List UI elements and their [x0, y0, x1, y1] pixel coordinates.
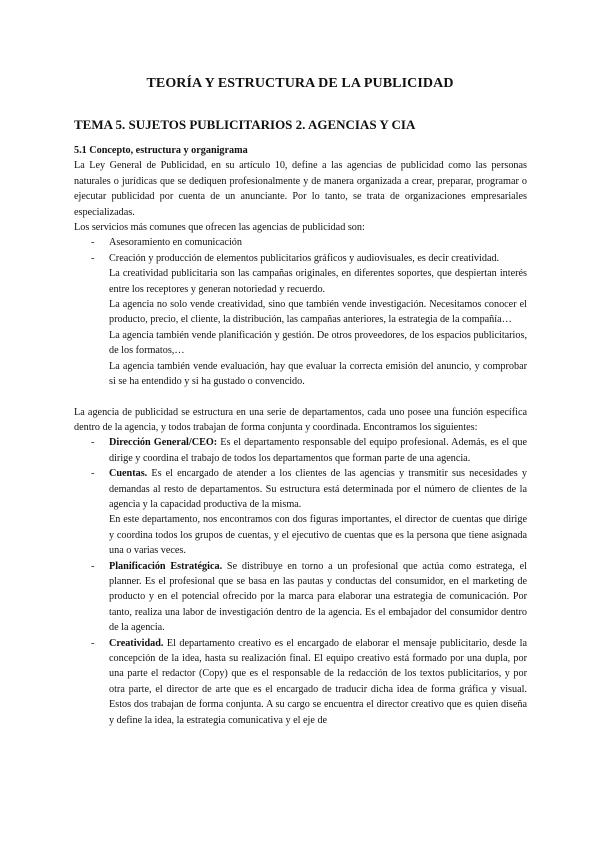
departments-list	[74, 435, 527, 512]
service-note: La agencia no solo vende creatividad, sino que también vende investigación. Necesitamos conocer el producto, precio, el cliente, la distribución, las campañas anteriores, la estrategia de la compañía…	[109, 299, 527, 326]
paragraph-gap	[74, 390, 527, 405]
topic-heading: TEMA 5. SUJETOS PUBLICITARIOS 2. AGENCIAS Y CIA	[74, 117, 416, 132]
department-item	[74, 559, 527, 636]
departments-intro: La agencia de publicidad se estructura en una serie de departamentos, cada uno posee una función específica dentro de la agencia, y todos trabajan de forma conjunta y coordinada. Encontramos los siguientes:	[74, 406, 527, 433]
document-body	[74, 143, 527, 728]
list-item: - Creación y producción de elementos publicitarios gráficos y audiovisuales, es decir creatividad.	[74, 251, 527, 266]
department-text: El departamento creativo es el encargado de elaborar el mensaje publicitario, desde la concepción de la idea, hasta su realización final. El equipo creativo está formado por una dupla, por una parte el redactor (Copy) que es el responsable de la redacción de los textos publicitarios, y por otra parte, el director de arte que es el encargado de traducir dicha idea de forma gráfica y visual. Estos dos trabajan de forma conjunta. A su cargo se encuentra el director creativo que es quien diseña y define la idea, la estrategia comunicativa y el eje de	[109, 637, 527, 726]
service-note: La agencia también vende evaluación, hay que evaluar la correcta emisión del anuncio, y comprobar si se ha entendido y si ha gustado o convencido.	[109, 360, 527, 388]
intro-paragraph: La Ley General de Publicidad, en su artículo 10, define a las agencias de publicidad como las personas naturales o jurídicas que se dediquen profesionalmente y de manera organizada a crear, preparar, programar o ejecutar publicidad por cuenta de un anunciante. Por lo tanto, se trata de organizaciones empresariales especializadas.	[74, 160, 527, 218]
section-heading: 5.1 Concepto, estructura y organigrama	[74, 145, 248, 156]
list-item: - Asesoramiento en comunicación	[74, 235, 527, 250]
department-text: Es el departamento responsable del equipo profesional. Además, es el que dirige y coordina el trabajo de todos los departamentos que forman parte de una agencia.	[109, 437, 527, 464]
service-note: La agencia también vende planificación y gestión. De otros proveedores, de los espacios publicitarios, de los formatos,…	[109, 329, 527, 357]
department-name: Creatividad.	[109, 637, 164, 649]
department-item	[74, 466, 527, 512]
departments-list-continued	[74, 559, 527, 728]
services-intro: Los servicios más comunes que ofrecen las agencias de publicidad son:	[74, 222, 365, 234]
department-text: Es el encargado de atender a los clientes de las agencias y transmitir sus necesidades y demandas al resto de departamentos. Su estructura está determinada por el número de clientes de la agencia y la capacidad productiva de la misma.	[109, 468, 527, 510]
department-name: Planificación Estratégica.	[109, 560, 223, 572]
department-name: Dirección General/CEO:	[109, 437, 218, 449]
department-item	[74, 636, 527, 728]
department-name: Cuentas.	[109, 468, 148, 480]
department-extra: En este departamento, nos encontramos con dos figuras importantes, el director de cuentas que dirige y coordina todos los grupos de cuentas, y el ejecutivo de cuentas que es la persona que tiene asignada una o varias veces.	[109, 514, 527, 557]
document-title: TEORÍA Y ESTRUCTURA DE LA PUBLICIDAD	[146, 76, 454, 91]
service-note: La creatividad publicitaria son las campañas originales, en diferentes soportes, que despiertan interés entre los receptores y generan notoriedad y recuerdo.	[109, 268, 527, 295]
department-item	[74, 435, 527, 466]
department-text: Se distribuye en torno a un profesional que actúa como estratega, el planner. Es el profesional que se basa en las pautas y conductas del consumidor, en el marketing de producto y en el potencial ofrecido por la marca para elaborar una estrategia de comunicación. Por tanto, realiza una labor de investigación dentro de la agencia. Es el embajador del consumidor dentro de la agencia.	[109, 560, 527, 634]
services-list	[74, 235, 527, 266]
